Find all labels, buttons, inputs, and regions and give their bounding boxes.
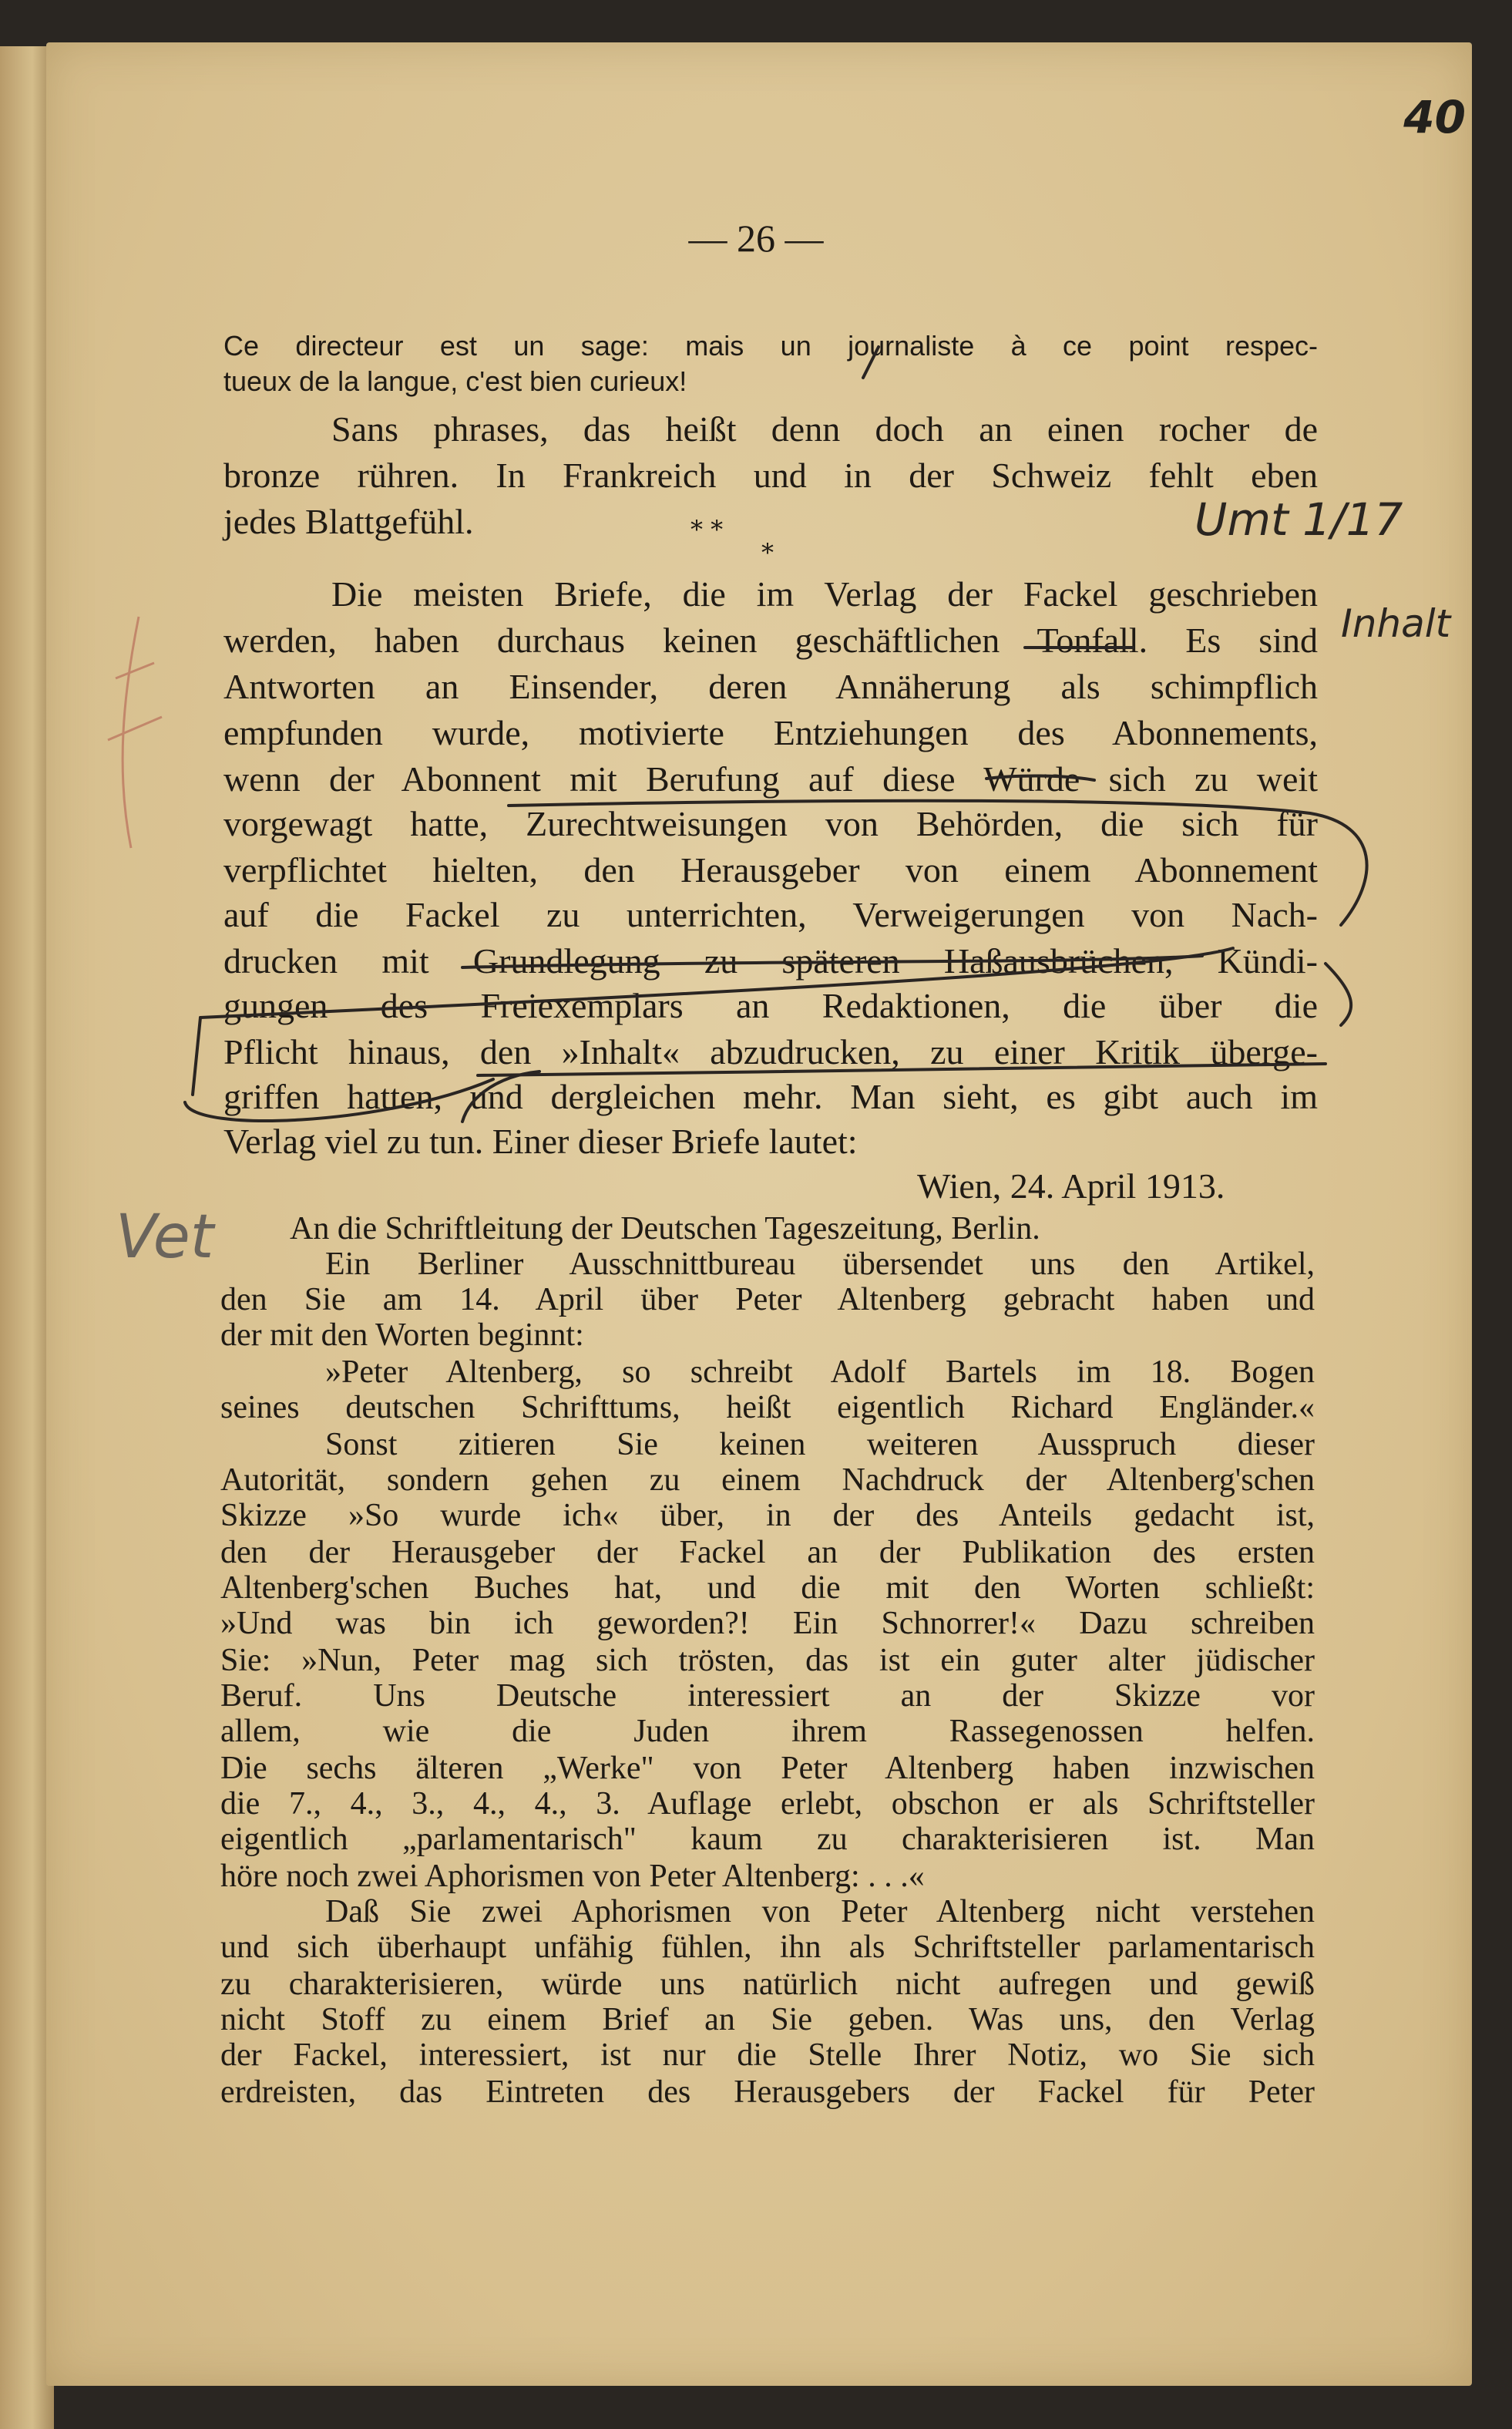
text-line: griffen hatten, und dergleichen mehr. Man sieht, es gibt auch im	[223, 1077, 1318, 1116]
red-pencil-mark	[116, 663, 154, 678]
text-line: jedes Blattgefühl.	[223, 502, 474, 541]
text-line: Die sechs älteren „Werke" von Peter Altenberg haben inzwischen	[220, 1751, 1315, 1786]
text-line: der mit den Worten beginnt:	[220, 1317, 584, 1353]
text-line: vorgewagt hatte, Zurechtweisungen von Behörden, die sich für	[223, 804, 1318, 843]
text-line: An die Schriftleitung der Deutschen Tageszeitung, Berlin.	[290, 1211, 1040, 1246]
text-line: Beruf. Uns Deutsche interessiert an der Skizze vor	[220, 1678, 1315, 1714]
red-pencil-mark	[108, 717, 162, 740]
text-line: seines deutschen Schrifttums, heißt eigentlich Richard Engländer.«	[220, 1390, 1315, 1425]
text-line: zu charakterisieren, würde uns natürlich nicht aufregen und gewiß	[220, 1966, 1315, 2002]
page-number: — 26 —	[688, 217, 824, 260]
margin-annotation-left: Vet	[116, 1203, 214, 1272]
text-line: Autorität, sondern gehen zu einem Nachdruck der Altenberg'schen	[220, 1462, 1315, 1498]
text-line: Sonst zitieren Sie keinen weiteren Ausspruch dieser	[325, 1427, 1315, 1462]
text-line: wenn der Abonnent mit Berufung auf diese Würde sich zu weit	[223, 759, 1318, 799]
text-line: nicht Stoff zu einem Brief an Sie geben. Was uns, den Verlag	[220, 2002, 1315, 2037]
underline-mark	[986, 775, 1094, 780]
section-separator-top: * *	[690, 515, 724, 544]
letter-dateline: Wien, 24. April 1913.	[917, 1166, 1225, 1206]
bracket-mark	[1326, 964, 1351, 1025]
text-line: Sie: »Nun, Peter mag sich trösten, das ist ein guter alter jüdischer	[220, 1643, 1315, 1678]
text-line: Die meisten Briefe, die im Verlag der Fackel geschrieben	[331, 574, 1318, 614]
text-line: verpflichtet hielten, den Herausgeber von einem Abonnement	[223, 850, 1318, 890]
margin-annotation-inhalt: Inhalt	[1341, 601, 1451, 646]
text-line: allem, wie die Juden ihrem Rassegenossen helfen.	[220, 1714, 1315, 1749]
text-line: den der Herausgeber der Fackel an der Publikation des ersten	[220, 1535, 1315, 1570]
underline-mark	[478, 1064, 1326, 1075]
margin-annotation-right: Umt 1/17	[1194, 493, 1403, 546]
text-line: Skizze »So wurde ich« über, in der des Anteils gedacht ist,	[220, 1498, 1315, 1533]
text-line: Sans phrases, das heißt denn doch an einen rocher de	[331, 409, 1318, 449]
text-line: tueux de la langue, c'est bien curieux!	[223, 365, 687, 397]
text-line: erdreisten, das Eintreten des Herausgebers der Fackel für Peter	[220, 2074, 1315, 2110]
text-line: Ein Berliner Ausschnittbureau übersendet uns den Artikel,	[325, 1246, 1315, 1282]
text-line: empfunden wurde, motivierte Entziehungen des Abonnements,	[223, 713, 1318, 752]
text-line: Ce directeur est un sage: mais un journaliste à ce point respec-	[223, 330, 1318, 362]
text-line: die 7., 4., 3., 4., 4., 3. Auflage erlebt, obschon er als Schriftsteller	[220, 1786, 1315, 1822]
text-line: drucken mit Grundlegung zu späteren Haßausbrüchen, Kündi-	[223, 941, 1318, 981]
bracket-mark	[193, 1018, 200, 1095]
folio-number: 40	[1403, 91, 1466, 143]
section-separator-bottom: *	[761, 538, 774, 567]
text-line: Altenberg'schen Buches hat, und die mit den Worten schließt:	[220, 1570, 1315, 1606]
text-line: der Fackel, interessiert, ist nur die Stelle Ihrer Notiz, wo Sie sich	[220, 2037, 1315, 2073]
strike-mark	[863, 347, 879, 378]
text-line: Verlag viel zu tun. Einer dieser Briefe lautet:	[223, 1122, 858, 1161]
text-line: Pflicht hinaus, den »Inhalt« abzudrucken, zu einer Kritik überge-	[223, 1032, 1318, 1072]
bracket-mark	[462, 1072, 539, 1122]
text-line: Antworten an Einsender, deren Annäherung als schimpflich	[223, 667, 1318, 706]
text-line: »Und was bin ich geworden?! Ein Schnorrer!« Dazu schreiben	[220, 1606, 1315, 1641]
text-line: und sich überhaupt unfähig fühlen, ihn als Schriftsteller parlamentarisch	[220, 1929, 1315, 1965]
text-line: höre noch zwei Aphorismen von Peter Altenberg: . . .«	[220, 1859, 925, 1894]
text-line: werden, haben durchaus keinen geschäftlichen Tonfall. Es sind	[223, 621, 1318, 660]
text-line: bronze rühren. In Frankreich und in der Schweiz fehlt eben	[223, 456, 1318, 495]
bracket-mark	[509, 801, 1367, 925]
text-line: Daß Sie zwei Aphorismen von Peter Altenberg nicht verstehen	[325, 1894, 1315, 1929]
text-line: auf die Fackel zu unterrichten, Verweigerungen von Nach-	[223, 895, 1318, 934]
bracket-mark	[185, 1079, 493, 1121]
text-line: eigentlich „parlamentarisch" kaum zu charakterisieren ist. Man	[220, 1822, 1315, 1857]
text-line: gungen des Freiexemplars an Redaktionen, die über die	[223, 986, 1318, 1025]
text-line: »Peter Altenberg, so schreibt Adolf Bartels im 18. Bogen	[325, 1354, 1315, 1390]
text-line: den Sie am 14. April über Peter Altenberg gebracht haben und	[220, 1282, 1315, 1317]
